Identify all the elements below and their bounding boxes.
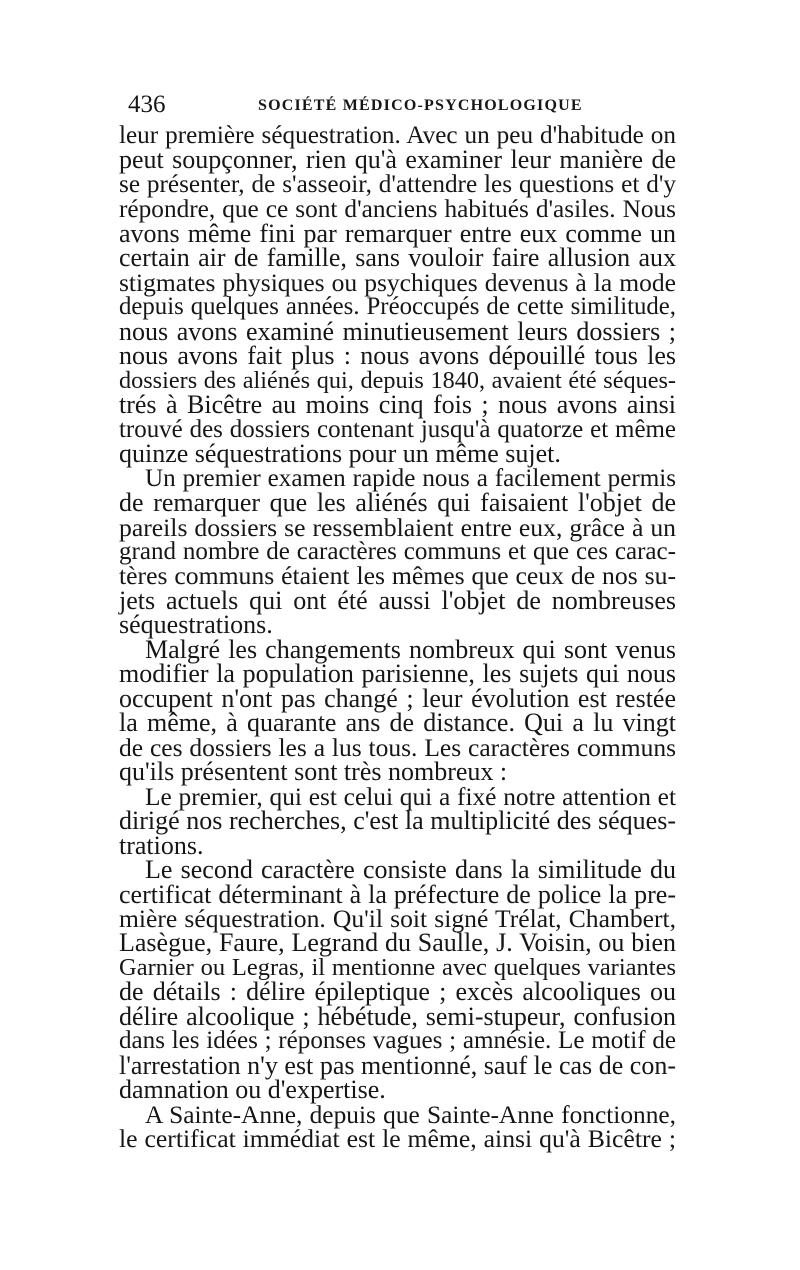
text-line: nous avons fait plus : nous avons dépouillé tous les [119,341,676,371]
text-line: la même, à quarante ans de distance. Qui a lu vingt [119,708,676,738]
text-line: jets actuels qui ont été aussi l'objet de nombreuses [119,585,676,615]
text-line: le certificat immédiat est le même, ainsi qu'à Bicêtre ; [119,1124,676,1154]
text-line: certain air de famille, sans vouloir faire allusion aux [119,243,676,273]
text-line: quinze séquestrations pour un même sujet. [119,439,561,469]
text-line: qu'ils présentent sont très nombreux : [119,757,508,787]
text-line: trés à Bicêtre au moins cinq fois ; nous avons ainsi [119,390,676,420]
text-line: trations. [119,830,204,860]
text-line: peut soupçonner, rien qu'à examiner leur manière de [119,145,676,175]
journal-title: SOCIÉTÉ MÉDICO-PSYCHOLOGIQUE [258,97,583,114]
text-line: Garnier ou Legras, il mentionne avec quelques variantes [119,953,676,981]
text-line: nous avons examiné minutieusement leurs dossiers ; [119,316,676,346]
text-line: damnation ou d'expertise. [119,1075,386,1105]
body-text [119,124,676,1152]
text-line: Malgré les changements nombreux qui sont venus [145,634,676,664]
text-line: stigmates physiques ou psychiques devenus à la mode [119,267,676,297]
text-line: avons même fini par remarquer entre eux comme un [119,218,676,248]
text-line: A Sainte-Anne, depuis que Sainte-Anne fonctionne, [145,1100,676,1129]
text-line: séquestrations. [119,610,273,640]
text-line: occupent n'ont pas changé ; leur évolution est restée [119,683,676,713]
text-line: se présenter, de s'asseoir, d'attendre les questions et d'y [119,170,676,198]
text-line: pareils dossiers se ressemblaient entre eux, grâce à un [119,512,676,542]
text-line: délire alcoolique ; hébétude, semi-stupeur, confusion [119,1001,676,1031]
text-line: modifier la population parisienne, les sujets qui nous [119,659,676,689]
text-line: de détails : délire épileptique ; excès alcooliques ou [119,977,676,1007]
text-line: dossiers des aliénés qui, depuis 1840, avaient été séques- [119,366,676,394]
text-line: mière séquestration. Qu'il soit signé Trélat, Chambert, [119,904,676,933]
text-line: de remarquer que les aliénés qui faisaient l'objet de [119,488,676,518]
text-line: Le second caractère consiste dans la similitude du [145,855,676,885]
text-line: trouvé des dossiers contenant jusqu'à quatorze et même [119,415,676,443]
page-number: 436 [128,91,166,118]
text-line: dirigé nos recherches, c'est la multiplicité des séques- [119,806,676,836]
running-head [128,90,676,120]
text-line: tères communs étaient les mêmes que ceux de nos su- [119,561,676,591]
text-line: Le premier, qui est celui qui a fixé notre attention et [145,782,676,811]
text-line: de ces dossiers les a lus tous. Les caractères communs [119,732,676,762]
text-line: dans les idées ; réponses vagues ; amnésie. Le motif de [119,1027,676,1055]
text-line: répondre, que ce sont d'anciens habitués d'asiles. Nous [119,195,676,224]
text-line: l'arrestation n'y est pas mentionné, sauf le cas de con- [119,1050,676,1080]
text-line: grand nombre de caractères communs et que ces carac- [119,537,676,565]
text-line: certificat déterminant à la préfecture de police la pre- [119,879,676,909]
text-line: depuis quelques années. Préoccupés de cette similitude, [119,293,676,321]
text-line: leur première séquestration. Avec un peu d'habitude on [119,122,676,149]
text-line: Un premier examen rapide nous a facilement permis [145,464,676,492]
text-line: Lasègue, Faure, Legrand du Saulle, J. Voisin, ou bien [119,928,676,958]
